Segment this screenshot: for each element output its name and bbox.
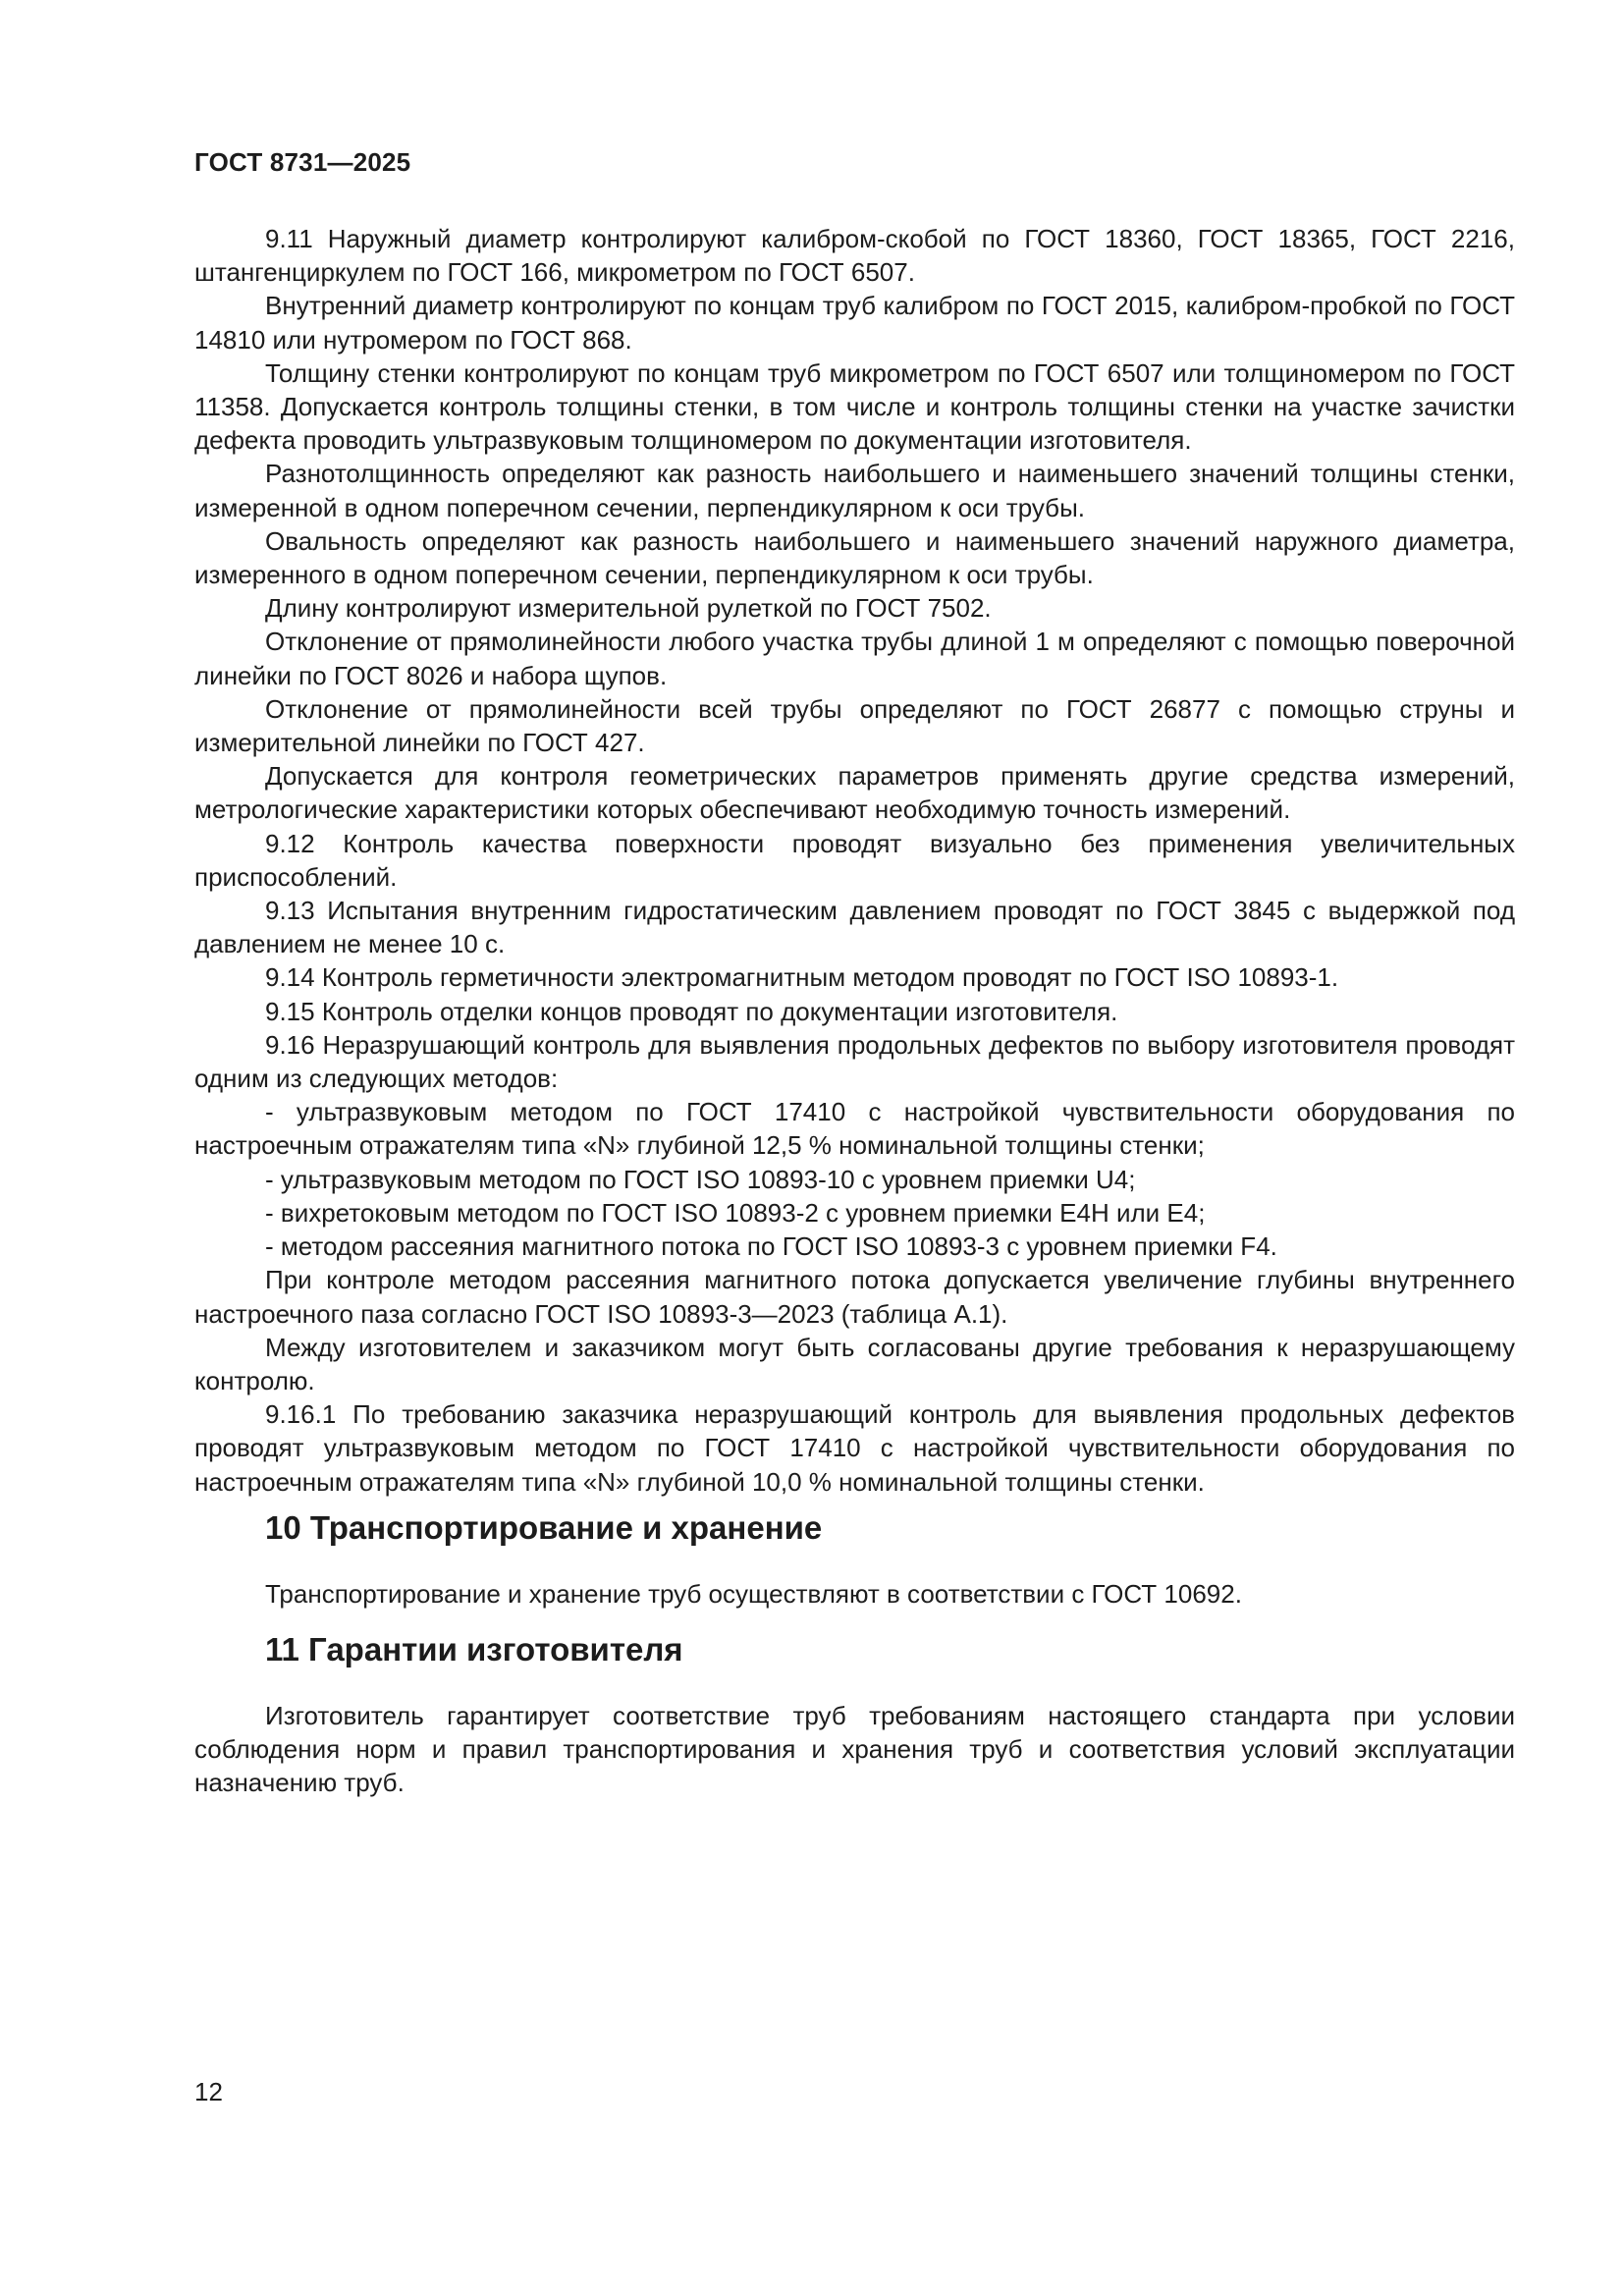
paragraph: 9.13 Испытания внутренним гидростатическим давлением проводят по ГОСТ 3845 с выдержкой под давлением не менее 10 с. bbox=[194, 896, 1515, 959]
paragraph: Отклонение от прямолинейности всей трубы определяют по ГОСТ 26877 с помощью струны и измерительной линейки по ГОСТ 427. bbox=[194, 693, 1515, 758]
paragraph: Изготовитель гарантирует соответствие труб требованиям настоящего стандарта при условии соблюдения норм и правил транспортирования и хранения труб и соответствия условий эксплуатации назначению труб. bbox=[194, 1701, 1515, 1798]
paragraph: Между изготовителем и заказчиком могут быть согласованы другие требования к неразрушающему контролю. bbox=[194, 1332, 1515, 1395]
paragraph: Отклонение от прямолинейности любого участка трубы длиной 1 м определяют с помощью поверочной линейки по ГОСТ 8026 и набора щупов. bbox=[194, 627, 1515, 690]
paragraph: Длину контролируют измерительной рулеткой по ГОСТ 7502. bbox=[265, 593, 992, 624]
paragraph: Транспортирование и хранение труб осуществляют в соответствии с ГОСТ 10692. bbox=[265, 1579, 1242, 1609]
page-number: 12 bbox=[194, 2077, 223, 2106]
section-heading: 10 Транспортирование и хранение bbox=[265, 1509, 823, 1546]
paragraph: Разнотолщинность определяют как разность наибольшего и наименьшего значений толщины стенки, измеренной в одном поперечном сечении, перпендикулярном к оси трубы. bbox=[194, 459, 1515, 522]
list-item: - вихретоковым методом по ГОСТ ISO 10893-2 с уровнем приемки E4H или E4; bbox=[265, 1197, 1206, 1228]
paragraph: 9.15 Контроль отделки концов проводят по документации изготовителя. bbox=[265, 996, 1118, 1026]
list-item: - ультразвуковым методом по ГОСТ ISO 10893-10 с уровнем приемки U4; bbox=[265, 1164, 1136, 1194]
paragraph: 9.12 Контроль качества поверхности проводят визуально без применения увеличительных приспособлений. bbox=[194, 828, 1515, 892]
paragraph: Овальность определяют как разность наибольшего и наименьшего значений наружного диаметра, измеренного в одном поперечном сечении, перпендикулярном к оси трубы. bbox=[194, 525, 1515, 590]
paragraph: Допускается для контроля геометрических параметров применять другие средства измерений, метрологические характеристики которых обеспечивают необходимую точность измерений. bbox=[194, 761, 1515, 825]
paragraph: 9.11 Наружный диаметр контролируют калибром-скобой по ГОСТ 18360, ГОСТ 18365, ГОСТ 2216, штангенциркулем по ГОСТ 166, микрометром по ГОСТ 6507. bbox=[194, 224, 1515, 288]
section-11 bbox=[194, 1630, 1515, 1800]
paragraph: 9.16 Неразрушающий контроль для выявления продольных дефектов по выбору изготовителя проводят одним из следующих методов: bbox=[194, 1029, 1515, 1094]
list-item: - методом рассеяния магнитного потока по ГОСТ ISO 10893-3 с уровнем приемки F4. bbox=[265, 1231, 1277, 1262]
paragraph: 9.14 Контроль герметичности электромагнитным методом проводят по ГОСТ ISO 10893-1. bbox=[265, 962, 1339, 993]
list-item: - ультразвуковым методом по ГОСТ 17410 с настройкой чувствительности оборудования по настроечным отражателям типа «N» глубиной 12,5 % номинальной толщины стенки; bbox=[194, 1097, 1515, 1161]
section-9-body bbox=[194, 222, 1515, 1499]
paragraph: Толщину стенки контролируют по концам труб микрометром по ГОСТ 6507 или толщиномером по ГОСТ 11358. Допускается контроль толщины стенки, в том числе и контроль толщины стенки на участке зачистки дефекта проводить ультразвуковым толщиномером по документации изготовителя. bbox=[194, 357, 1515, 456]
section-heading: 11 Гарантии изготовителя bbox=[265, 1631, 683, 1667]
paragraph: При контроле методом рассеяния магнитного потока допускается увеличение глубины внутреннего настроечного паза согласно ГОСТ ISO 10893-3—2023 (таблица А.1). bbox=[194, 1265, 1515, 1329]
paragraph: Внутренний диаметр контролируют по концам труб калибром по ГОСТ 2015, калибром-пробкой по ГОСТ 14810 или нутромером по ГОСТ 868. bbox=[194, 291, 1515, 355]
paragraph: 9.16.1 По требованию заказчика неразрушающий контроль для выявления продольных дефектов проводят ультразвуковым методом по ГОСТ 17410 с настройкой чувствительности оборудования по настроечным отражателям типа «N» глубиной 10,0 % номинальной толщины стенки. bbox=[194, 1399, 1515, 1497]
page-header-standard-id: ГОСТ 8731—2025 bbox=[194, 147, 411, 177]
section-10 bbox=[194, 1508, 1515, 1611]
